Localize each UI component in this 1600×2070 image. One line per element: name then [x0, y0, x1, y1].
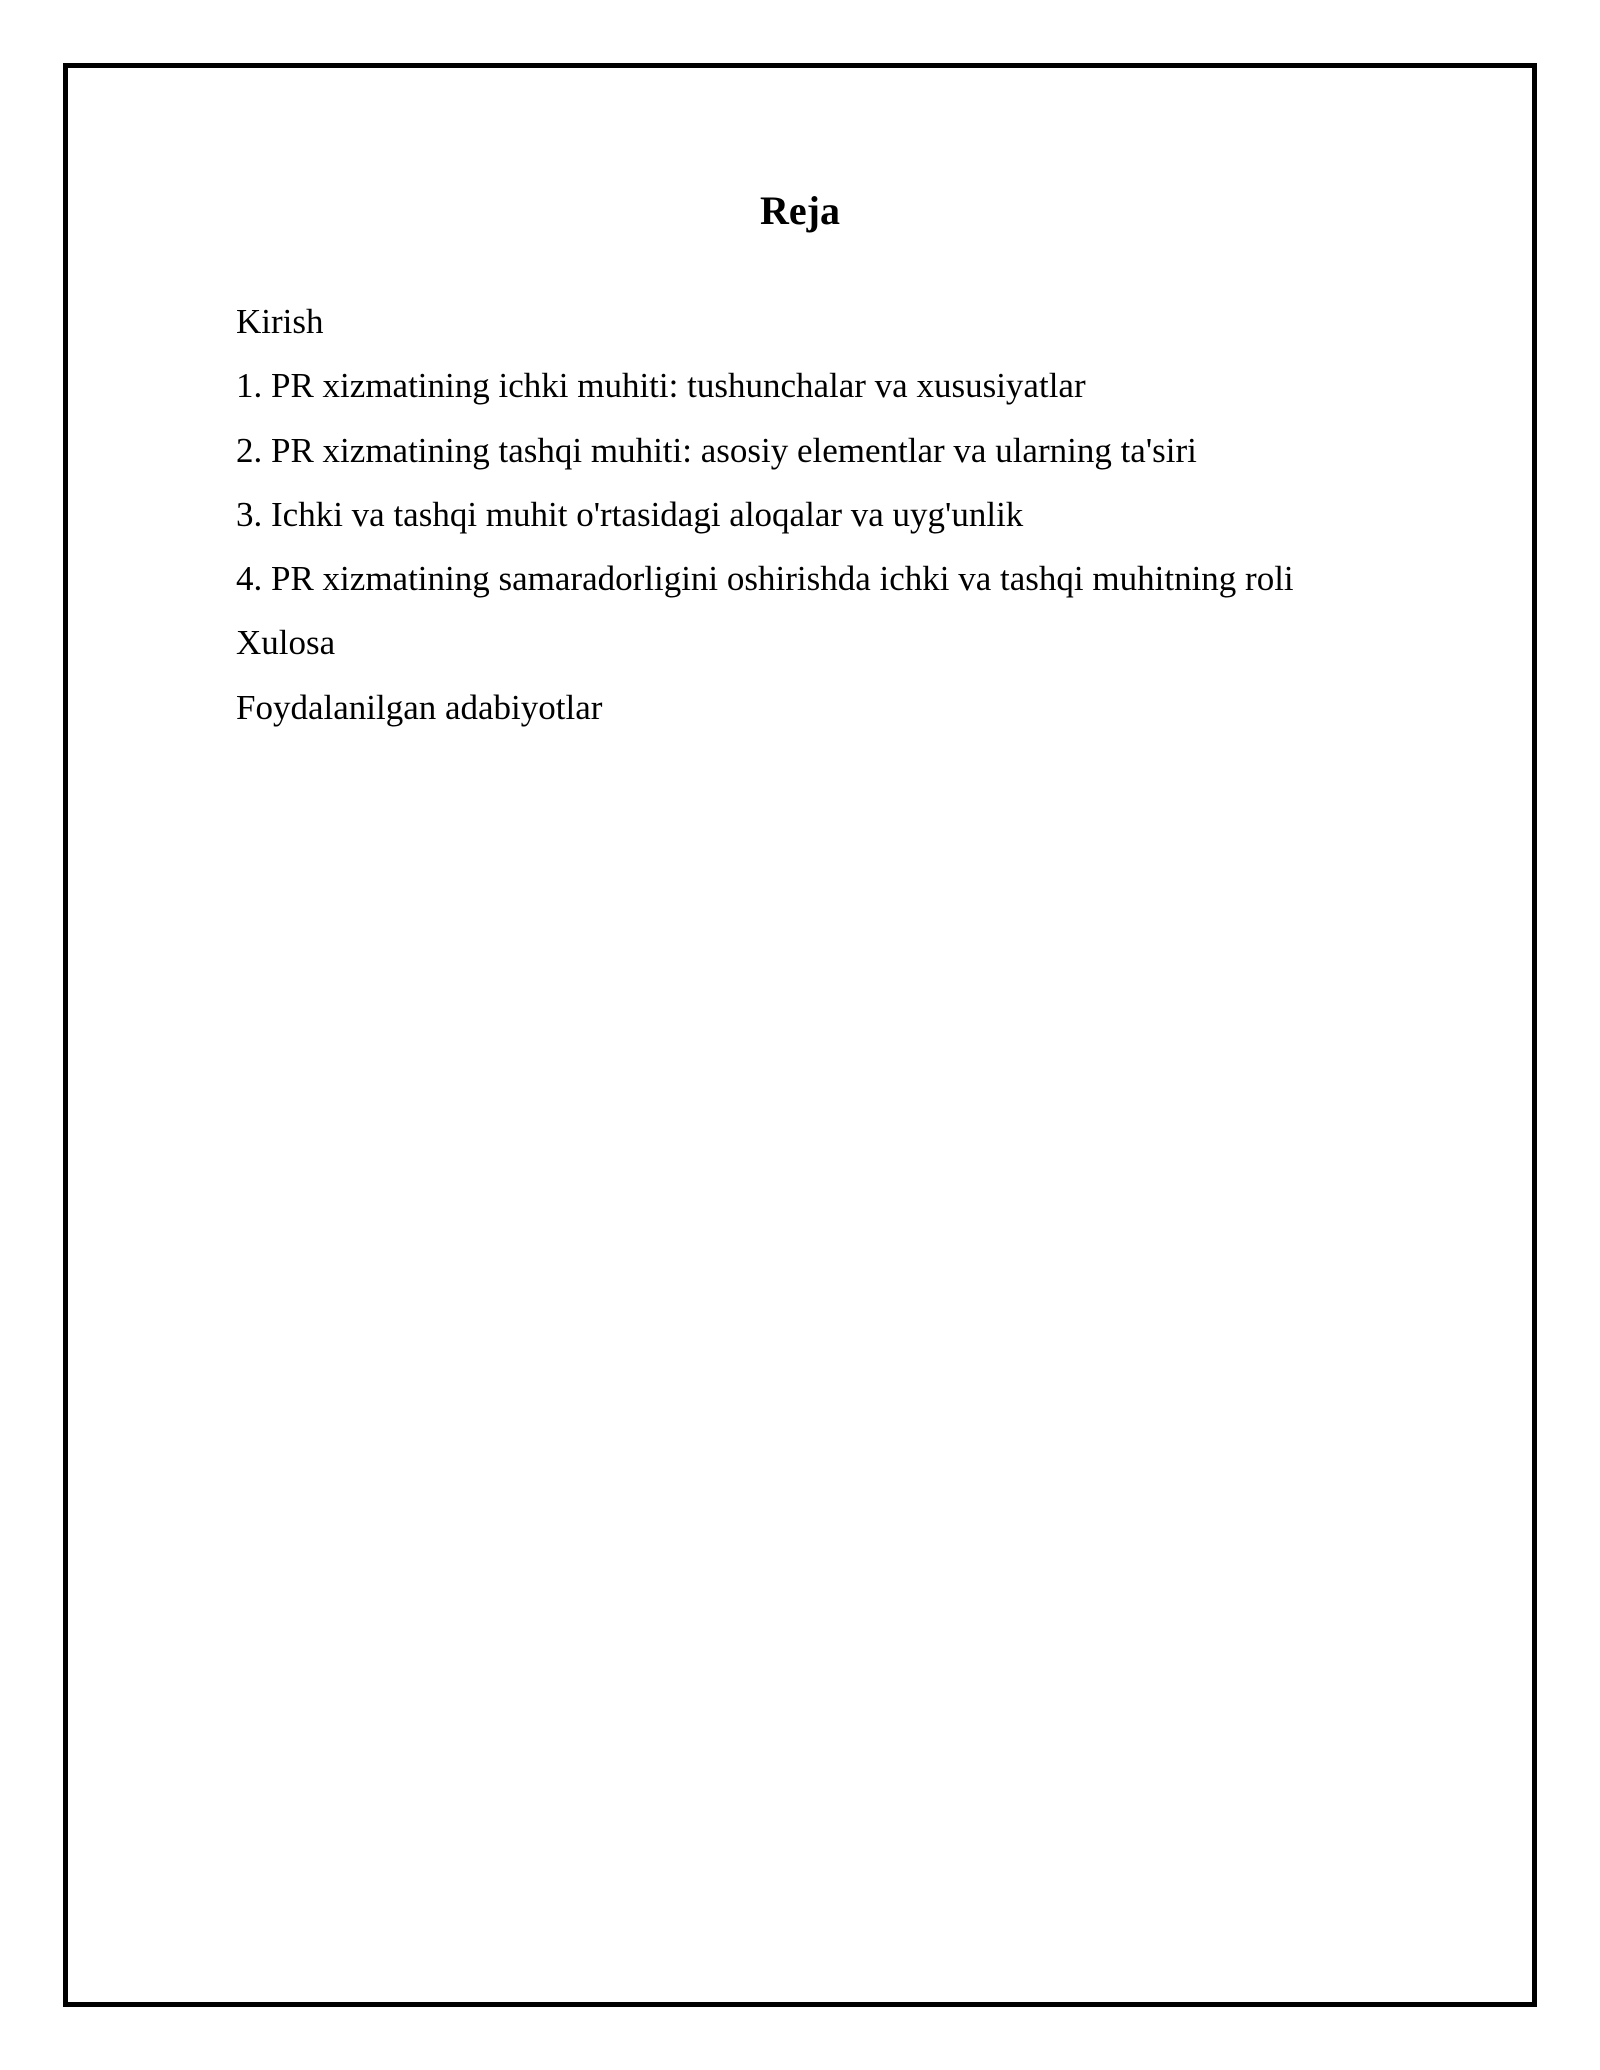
- toc-item-3: 3. Ichki va tashqi muhit o'rtasidagi aloqalar va uyg'unlik: [236, 494, 1024, 534]
- page-title: Reja: [760, 188, 840, 233]
- toc-item-2: 2. PR xizmatining tashqi muhiti: asosiy elementlar va ularning ta'siri: [236, 430, 1197, 470]
- toc-item-4: 4. PR xizmatining samaradorligini oshirishda ichki va tashqi muhitning roli: [236, 559, 1294, 599]
- toc-item-conclusion: Xulosa: [236, 623, 336, 663]
- toc-item-references: Foydalanilgan adabiyotlar: [236, 687, 603, 727]
- toc-item-1: 1. PR xizmatining ichki muhiti: tushunchalar va xususiyatlar: [236, 366, 1086, 406]
- toc-item-intro: Kirish: [236, 302, 324, 341]
- table-of-contents: [236, 290, 1294, 740]
